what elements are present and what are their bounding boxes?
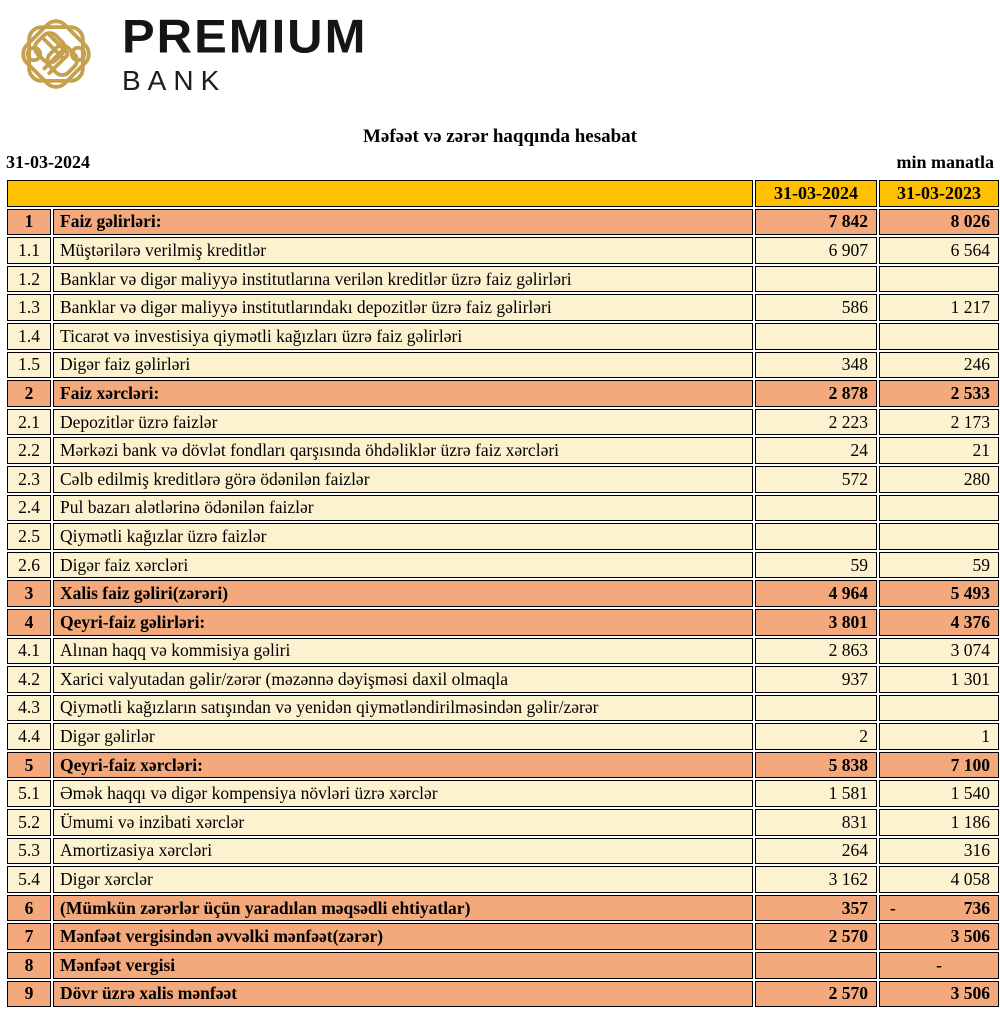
value-2024: 24 [755, 437, 877, 464]
row-label: Ticarət və investisiya qiymətli kağızları üzrə faiz gəlirləri [53, 323, 753, 350]
report-unit: min manatla [896, 152, 994, 172]
value-2024: 6 907 [755, 237, 877, 264]
value-2023: 316 [879, 838, 999, 865]
row-number: 2.2 [7, 437, 51, 464]
row-label: Digər gəlirlər [53, 723, 753, 750]
table-row [7, 638, 999, 665]
value-2023: - [879, 952, 999, 979]
table-row [7, 895, 999, 922]
row-number: 4.4 [7, 723, 51, 750]
row-number: 6 [7, 895, 51, 922]
negative-sign: - [890, 897, 896, 918]
value-2023: 4 058 [879, 866, 999, 893]
table-row [7, 294, 999, 321]
value-2024: 586 [755, 294, 877, 321]
table-row [7, 552, 999, 579]
value-2024: 4 964 [755, 580, 877, 607]
row-number: 1.1 [7, 237, 51, 264]
row-number: 2.4 [7, 495, 51, 522]
row-label: Xalis faiz gəliri(zərəri) [53, 580, 753, 607]
row-label: Xarici valyutadan gəlir/zərər (məzənnə dəyişməsi daxil olmaqla [53, 666, 753, 693]
table-row [7, 266, 999, 293]
table-row [7, 209, 999, 236]
row-label: Mərkəzi bank və dövlət fondları qarşısında öhdəliklər üzrə faiz xərcləri [53, 437, 753, 464]
value-2024 [755, 952, 877, 979]
row-label: Cəlb edilmiş kreditlərə görə ödənilən faizlər [53, 466, 753, 493]
row-number: 2.5 [7, 523, 51, 550]
value-2024: 2 570 [755, 981, 877, 1008]
value-2024: 3 801 [755, 609, 877, 636]
table-row [7, 723, 999, 750]
report-date: 31-03-2024 [6, 152, 90, 172]
row-label: Banklar və digər maliyyə institutlarına verilən kreditlər üzrə faiz gəlirləri [53, 266, 753, 293]
row-number: 5.3 [7, 838, 51, 865]
row-number: 4.2 [7, 666, 51, 693]
value-2024 [755, 495, 877, 522]
row-label: Qeyri-faiz gəlirləri: [53, 609, 753, 636]
value-2023: 1 540 [879, 780, 999, 807]
row-label: Müştərilərə verilmiş kreditlər [53, 237, 753, 264]
table-row [7, 923, 999, 950]
table-row [7, 981, 999, 1008]
row-label: Mənfəət vergisindən əvvəlki mənfəət(zərər) [53, 923, 753, 950]
value-2024: 1 581 [755, 780, 877, 807]
row-label: (Mümkün zərərlər üçün yaradılan məqsədli ehtiyatlar) [53, 895, 753, 922]
bank-emblem-icon [8, 6, 104, 102]
value-2024 [755, 266, 877, 293]
value-2024: 7 842 [755, 209, 877, 236]
row-label: Amortizasiya xərcləri [53, 838, 753, 865]
row-label: Banklar və digər maliyyə institutlarındakı depozitlər üzrə faiz gəlirləri [53, 294, 753, 321]
row-number: 4 [7, 609, 51, 636]
value-2024: 3 162 [755, 866, 877, 893]
report-subheader [0, 152, 1000, 173]
table-row [7, 952, 999, 979]
value-2023: 3 506 [879, 923, 999, 950]
value-2023: 3 074 [879, 638, 999, 665]
value-2024: 2 863 [755, 638, 877, 665]
row-label: Depozitlər üzrə faizlər [53, 409, 753, 436]
value-2024: 831 [755, 809, 877, 836]
row-label: Qiymətli kağızlar üzrə faizlər [53, 523, 753, 550]
value-2023 [879, 323, 999, 350]
row-number: 2.1 [7, 409, 51, 436]
value-2023: 1 217 [879, 294, 999, 321]
table-row [7, 237, 999, 264]
row-number: 4.1 [7, 638, 51, 665]
row-label: Alınan haqq və kommisiya gəliri [53, 638, 753, 665]
value-2023 [879, 495, 999, 522]
value-2024: 264 [755, 838, 877, 865]
value-2023: 7 100 [879, 752, 999, 779]
value-2023: 280 [879, 466, 999, 493]
row-number: 5.1 [7, 780, 51, 807]
column-header-2023: 31-03-2023 [879, 180, 999, 207]
value-2024: 2 [755, 723, 877, 750]
report-table [5, 178, 1000, 1009]
row-number: 1.3 [7, 294, 51, 321]
table-row [7, 780, 999, 807]
value-2023: 8 026 [879, 209, 999, 236]
row-label: Qiymətli kağızların satışından və yenidən qiymətləndirilməsindən gəlir/zərər [53, 695, 753, 722]
value-2023: 1 [879, 723, 999, 750]
table-row [7, 609, 999, 636]
table-row [7, 495, 999, 522]
table-row [7, 809, 999, 836]
row-label: Dövr üzrə xalis mənfəət [53, 981, 753, 1008]
value-2023: 6 564 [879, 237, 999, 264]
value-2024: 937 [755, 666, 877, 693]
table-row [7, 666, 999, 693]
value-2023: 5 493 [879, 580, 999, 607]
value-2024: 2 570 [755, 923, 877, 950]
table-row [7, 323, 999, 350]
value-2023-number: 736 [963, 897, 990, 918]
row-label: Əmək haqqı və digər kompensiya növləri üzrə xərclər [53, 780, 753, 807]
value-2024: 2 223 [755, 409, 877, 436]
row-number: 5 [7, 752, 51, 779]
row-label: Faiz xərcləri: [53, 380, 753, 407]
row-label: Qeyri-faiz xərcləri: [53, 752, 753, 779]
row-number: 3 [7, 580, 51, 607]
table-row [7, 580, 999, 607]
bank-wordmark [122, 13, 367, 95]
table-row [7, 380, 999, 407]
value-2023: 59 [879, 552, 999, 579]
row-number: 1.4 [7, 323, 51, 350]
value-2024: 2 878 [755, 380, 877, 407]
corner-cell [7, 180, 753, 207]
value-2024 [755, 323, 877, 350]
value-2023 [879, 266, 999, 293]
table-row [7, 409, 999, 436]
bank-name: PREMIUM [122, 11, 368, 63]
row-label: Pul bazarı alətlərinə ödənilən faizlər [53, 495, 753, 522]
bank-name-sub: BANK [122, 65, 227, 96]
value-2023 [879, 895, 999, 922]
table-header-row [7, 180, 999, 207]
value-2023 [879, 695, 999, 722]
row-number: 2.6 [7, 552, 51, 579]
table-row [7, 866, 999, 893]
value-2023: 2 533 [879, 380, 999, 407]
row-number: 4.3 [7, 695, 51, 722]
table-row [7, 752, 999, 779]
bank-logo [0, 0, 1000, 104]
row-label: Digər faiz xərcləri [53, 552, 753, 579]
row-label: Digər xərclər [53, 866, 753, 893]
value-2024: 357 [755, 895, 877, 922]
table-row [7, 352, 999, 379]
row-label: Faiz gəlirləri: [53, 209, 753, 236]
row-number: 2.3 [7, 466, 51, 493]
row-number: 8 [7, 952, 51, 979]
table-row [7, 437, 999, 464]
value-2024: 59 [755, 552, 877, 579]
table-row [7, 523, 999, 550]
table-row [7, 695, 999, 722]
row-number: 1 [7, 209, 51, 236]
report-table-body [7, 209, 999, 1008]
value-2023: 4 376 [879, 609, 999, 636]
row-label: Ümumi və inzibati xərclər [53, 809, 753, 836]
report-title: Məfəət və zərər haqqında hesabat [362, 126, 638, 147]
column-header-2024: 31-03-2024 [755, 180, 877, 207]
table-row [7, 838, 999, 865]
table-row [7, 466, 999, 493]
value-2024: 572 [755, 466, 877, 493]
row-number: 5.4 [7, 866, 51, 893]
row-number: 1.5 [7, 352, 51, 379]
value-2023: 246 [879, 352, 999, 379]
row-label: Mənfəət vergisi [53, 952, 753, 979]
value-2023: 1 186 [879, 809, 999, 836]
row-number: 2 [7, 380, 51, 407]
value-2023 [879, 523, 999, 550]
value-2024: 348 [755, 352, 877, 379]
value-2024: 5 838 [755, 752, 877, 779]
row-number: 5.2 [7, 809, 51, 836]
value-2024 [755, 523, 877, 550]
row-number: 1.2 [7, 266, 51, 293]
value-2023: 2 173 [879, 409, 999, 436]
value-2023: 3 506 [879, 981, 999, 1008]
row-label: Digər faiz gəlirləri [53, 352, 753, 379]
row-number: 7 [7, 923, 51, 950]
value-2023: 21 [879, 437, 999, 464]
row-number: 9 [7, 981, 51, 1008]
value-2024 [755, 695, 877, 722]
value-2023: 1 301 [879, 666, 999, 693]
